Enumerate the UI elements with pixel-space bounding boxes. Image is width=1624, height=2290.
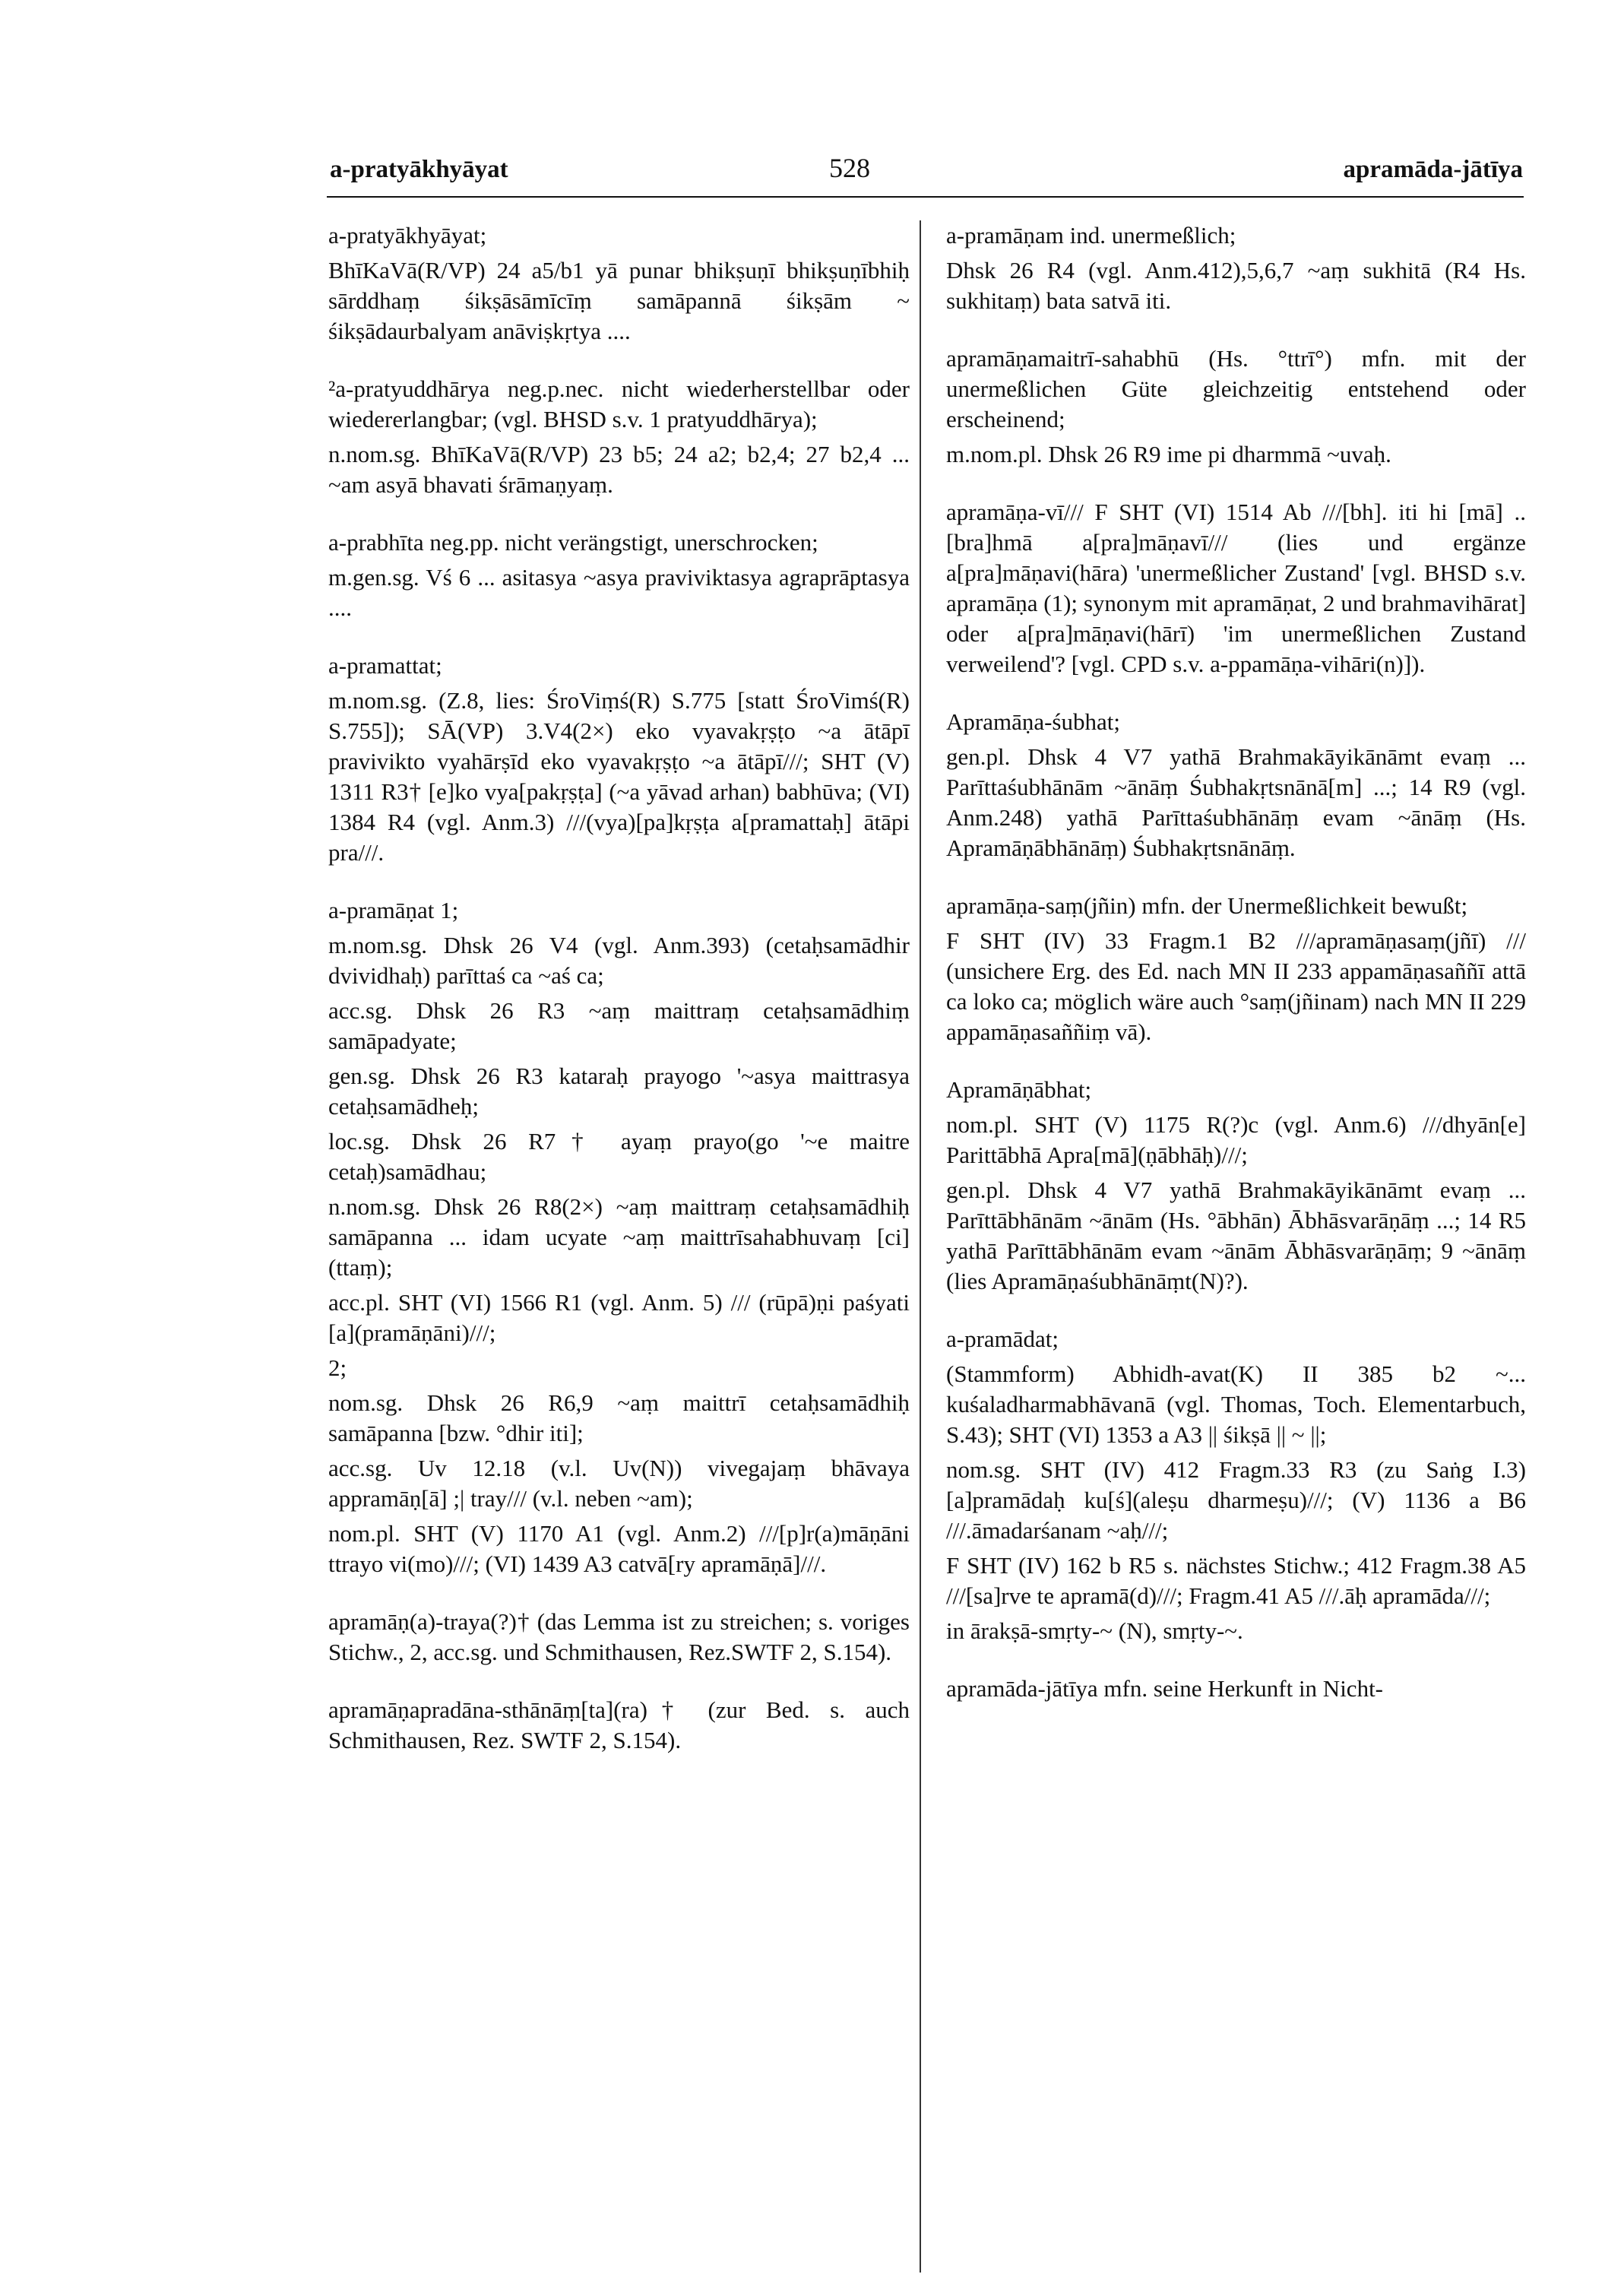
- entry-line: loc.sg. Dhsk 26 R7† ayaṃ prayo(go '~e maitre cetaḥ)samādhau;: [328, 1128, 910, 1185]
- dictionary-entry: [946, 1324, 1526, 1646]
- entry-line: in ārakṣā-smṛty-~ (N), smṛty-~.: [946, 1617, 1243, 1644]
- entry-line: gen.pl. Dhsk 4 V7 yathā Brahmakāyikānāmt evaṃ ... Parīttaśubhānām ~ānāṃ Śubhakṛtsnānā[m] ...; 14 R9 (vgl. Anm.248) yathā Parīttaśubhānāṃ evam ~ānāṃ (Hs. Apramāṇābhānāṃ) Śubhakṛtsnānāṃ.: [946, 743, 1526, 861]
- running-head-right: apramāda-jātīya: [1343, 156, 1523, 183]
- dictionary-entry: [328, 651, 910, 868]
- entry-line: gen.sg. Dhsk 26 R3 kataraḥ prayogo '~asya maittrasya cetaḥsamādheḥ;: [328, 1063, 910, 1120]
- entry-line: Apramāṇābhat;: [946, 1076, 1092, 1103]
- entry-line: gen.pl. Dhsk 4 V7 yathā Brahmakāyikānāmt evaṃ ... Parīttābhānām ~ānām (Hs. °ābhān) Ābhāsvarāṇāṃ ...; 14 R5 yathā Parīttābhānām evam ~ānām Ābhāsvarāṇāṃ; 9 ~ānāṃ (lies Apramāṇaśubhānāṃt(N)?).: [946, 1177, 1526, 1294]
- entry-line: BhīKaVā(R/VP) 24 a5/b1 yā punar bhikṣuṇī bhikṣuṇībhiḥ sārddhaṃ śikṣāsāmīcīṃ samāpannā śikṣām ~ śikṣādaurbalyam anāviṣkṛtya ....: [328, 257, 910, 344]
- entry-line: apramāṇa-vī/// F SHT (VI) 1514 Ab ///[bh]. iti hi [mā] .. [bra]hmā a[pra]māṇavī/// (lies und ergänze a[pra]māṇavi(hāra) 'unermeßlicher Zustand' [vgl. BHSD s.v. apramāṇa (1); synonym mit apramāṇat, 2 und brahmavihārat] oder a[pra]māṇavi(hārī) 'im unermeßlichen Zustand verweilend'? [vgl. CPD s.v. a-ppamāṇa-vihāri(n)]).: [946, 499, 1526, 677]
- dictionary-entry: [946, 891, 1526, 1047]
- entry-line: n.nom.sg. BhīKaVā(R/VP) 23 b5; 24 a2; b2,4; 27 b2,4 ... ~am asyā bhavati śrāmaṇyaṃ.: [328, 441, 910, 498]
- right-column: [946, 220, 1526, 1731]
- running-head-left: a-pratyākhyāyat: [330, 156, 508, 183]
- entry-line: apramāṇa-saṃ(jñin) mfn. der Unermeßlichkeit bewußt;: [946, 892, 1468, 919]
- entry-line: m.gen.sg. Vś 6 ... asitasya ~asya praviviktasya agraprāptasya ....: [328, 564, 910, 621]
- dictionary-entry: [946, 220, 1526, 316]
- dictionary-entry: [328, 527, 910, 623]
- entry-line: m.nom.pl. Dhsk 26 R9 ime pi dharmmā ~uvaḥ.: [946, 441, 1391, 467]
- entry-line: a-pratyākhyāyat;: [328, 222, 487, 249]
- entry-line: a-pramāṇam ind. unermeßlich;: [946, 222, 1236, 249]
- entry-line: nom.sg. SHT (IV) 412 Fragm.33 R3 (zu Saṅg I.3) [a]pramādaḥ ku[ś](aleṣu dharmeṣu)///; (V) 1136 a B6 ///.āmadarśanam ~aḥ///;: [946, 1456, 1526, 1544]
- entry-line: a-pramādat;: [946, 1326, 1059, 1352]
- entry-line: a-prabhīta neg.pp. nicht verängstigt, unerschrocken;: [328, 529, 818, 556]
- entry-line: F SHT (IV) 33 Fragm.1 B2 ///apramāṇasaṃ(jñī) /// (unsichere Erg. des Ed. nach MN II 233 appamāṇasaññī attā ca loko ca; möglich wäre auch °saṃ(jñinam) nach MN II 229 appamāṇasaññiṃ vā).: [946, 927, 1526, 1045]
- entry-line: nom.pl. SHT (V) 1175 R(?)c (vgl. Anm.6) ///dhyān[e] Parittābhā Apra[mā](ṇābhāḥ)///;: [946, 1111, 1526, 1168]
- dictionary-entry: [946, 1674, 1526, 1704]
- dictionary-entry: [328, 374, 910, 500]
- entry-line: Dhsk 26 R4 (vgl. Anm.412),5,6,7 ~aṃ sukhitā (R4 Hs. sukhitaṃ) bata satvā iti.: [946, 257, 1526, 314]
- dictionary-entry: [946, 1075, 1526, 1297]
- entry-line: F SHT (IV) 162 b R5 s. nächstes Stichw.; 412 Fragm.38 A5 ///[sa]rve te apramā(d)///; Fragm.41 A5 ///.āḥ apramāda///;: [946, 1552, 1526, 1609]
- left-column: [328, 220, 910, 1783]
- entry-line: a-pramāṇat 1;: [328, 897, 459, 923]
- dictionary-entry: [328, 220, 910, 347]
- header-rule: [327, 196, 1524, 198]
- page-number: 528: [829, 153, 870, 183]
- entry-line: ²a-pratyuddhārya neg.p.nec. nicht wiederherstellbar oder wiedererlangbar; (vgl. BHSD s.v. 1 pratyuddhārya);: [328, 375, 910, 432]
- dictionary-entry: [946, 707, 1526, 863]
- entry-line: m.nom.sg. (Z.8, lies: ŚroViṃś(R) S.775 [statt ŚroVimś(R) S.755]); SĀ(VP) 3.V4(2×) eko vyavakṛṣṭo ~a ātāpī pravivikto vyahārṣīd eko vyavakṛṣṭo ~a ātāpī///; SHT (V) 1311 R3† [e]ko vya[pakṛṣṭa] (~a yāvad arhan) babhūva; (VI) 1384 R4 (vgl. Anm.3) ///(vya)[pa]kṛṣṭa a[pramattaḥ] ātāpi pra///.: [328, 687, 910, 866]
- entry-line: acc.sg. Uv 12.18 (v.l. Uv(N)) vivegajaṃ bhāvaya appramāṇ[ā] ;| tray/// (v.l. neben ~am);: [328, 1455, 910, 1512]
- entry-line: apramāṇ(a)-traya(?)† (das Lemma ist zu streichen; s. voriges Stichw., 2, acc.sg. und Schmithausen, Rez.SWTF 2, S.154).: [328, 1608, 910, 1665]
- entry-line: nom.sg. Dhsk 26 R6,9 ~aṃ maittrī cetaḥsamādhiḥ samāpanna [bzw. °dhir iti];: [328, 1389, 910, 1446]
- entry-line: apramāda-jātīya mfn. seine Herkunft in Nicht-: [946, 1675, 1383, 1702]
- entry-line: (Stammform) Abhidh-avat(K) II 385 b2 ~... kuśaladharmabhāvanā (vgl. Thomas, Toch. Elementarbuch, S.43); SHT (VI) 1353 a A3 || śikṣā || ~ ||;: [946, 1360, 1526, 1448]
- entry-line: 2;: [328, 1354, 347, 1381]
- dictionary-entry: [328, 895, 910, 1579]
- entry-line: nom.pl. SHT (V) 1170 A1 (vgl. Anm.2) ///[p]r(a)māṇāni ttrayo vi(mo)///; (VI) 1439 A3 catvā[ry apramāṇā]///.: [328, 1520, 910, 1577]
- entry-line: Apramāṇa-śubhat;: [946, 708, 1120, 735]
- column-divider: [920, 220, 921, 2273]
- entry-line: acc.sg. Dhsk 26 R3 ~aṃ maittraṃ cetaḥsamādhiṃ samāpadyate;: [328, 997, 910, 1054]
- dictionary-entry: [946, 497, 1526, 679]
- entry-line: m.nom.sg. Dhsk 26 V4 (vgl. Anm.393) (cetaḥsamādhir dvividhaḥ) parīttaś ca ~aś ca;: [328, 932, 910, 989]
- dictionary-entry: [328, 1695, 910, 1756]
- dictionary-entry: [328, 1607, 910, 1668]
- dictionary-entry: [946, 344, 1526, 470]
- entry-line: acc.pl. SHT (VI) 1566 R1 (vgl. Anm. 5) /// (rūpā)ṇi paśyati [a](pramāṇāni)///;: [328, 1289, 910, 1346]
- entry-line: a-pramattat;: [328, 652, 442, 679]
- entry-line: apramāṇamaitrī-sahabhū (Hs. °ttrī°) mfn. mit der unermeßlichen Güte gleichzeitig entstehend oder erscheinend;: [946, 345, 1526, 432]
- entry-line: n.nom.sg. Dhsk 26 R8(2×) ~aṃ maittraṃ cetaḥsamādhiḥ samāpanna ... idam ucyate ~aṃ maittrīsahabhuvaṃ [ci](ttaṃ);: [328, 1193, 910, 1281]
- entry-line: apramāṇapradāna-sthānāṃ[ta](ra)† (zur Bed. s. auch Schmithausen, Rez. SWTF 2, S.154).: [328, 1696, 910, 1753]
